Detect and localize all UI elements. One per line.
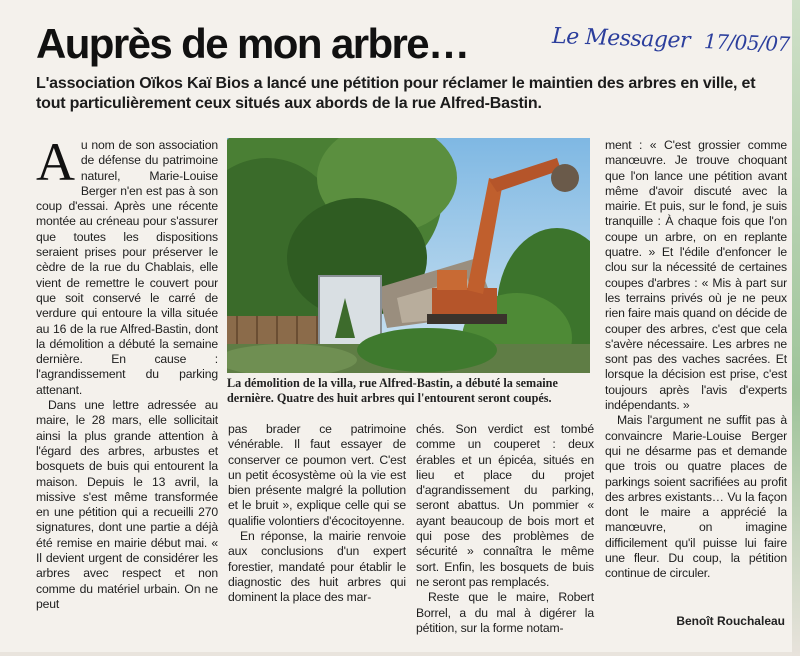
column-2 (228, 422, 406, 606)
paragraph: Au nom de son association de défense du patrimoine naturel, Marie-Louise Berger n'en est pas à son coup d'essai. Après une récente montée au créneau pour s'assurer que toutes les dispositions seraient prises pour préserver le cèdre de la rue du Chablais, elle vient de remettre le couvert pour que soit conservé le carré de verdure qui entoure la villa située au 16 de la rue Alfred-Bastin, dont la démolition a débuté la semaine dernière. En cause : l'agrandissement du parking attenant. (36, 132, 218, 397)
paragraph: Reste que le maire, Robert Borrel, a du mal à digérer la pétition, sur la forme notam- (416, 590, 594, 635)
paragraph: Dans une lettre adressée au maire, le 28 mars, elle sollicitait ainsi la plus grande attention à l'égard des arbres, arbustes et bosquets de buis qui entourent la maison. Depuis le 13 avril, la missive s'est même transformée en une pétition qui a recueilli 270 signatures, dont une partie a déjà été remise en mairie début mai. « Il devient urgent de considérer les arbres avec respect et non comme du matériel urbain. On ne peut (36, 398, 218, 611)
source-name: Le Messager (551, 23, 691, 54)
headline: Auprès de mon arbre… (36, 20, 469, 67)
excavator-scene-image (227, 138, 590, 373)
drop-cap: A (36, 132, 75, 192)
bleed-through-header (470, 6, 790, 24)
paragraph: chés. Son verdict est tombé comme un couperet : deux érables et un épicéa, situés en lieu et place du projet d'agrandissement du parking, seront abattus. Un pommier « ayant beaucoup de bois mort et qui pose des problèmes de sécurité » connaîtra le même sort. Enfin, les bosquets de buis ne seront pas remplacés. (416, 422, 594, 589)
paragraph: ment : « C'est grossier comme manœuvre. Je trouve choquant que l'on lance une pétition avant même d'avoir discuté avec la mairie. Et puis, sur le fond, je suis tranquille : À chaque fois que l'on coupe un arbre, on en replante quatre. » Et l'édile d'enfoncer le clou sur la nécessité de certaines coupes d'arbres : « Mis à part sur les terrains privés où je ne peux rien faire mais quand on décide de couper des arbres, c'est que cela s'avère nécessaire. Les arbres ne sont pas des vaches sacrées. Et lorsque la décision est prise, c'est toujours après l'avis d'experts indépendants. » (605, 138, 787, 413)
lede: L'association Oïkos Kaï Bios a lancé une pétition pour réclamer le maintien des arbres en ville, et tout particulièrement ceux situés aux abords de la rue Alfred-Bastin. (36, 75, 756, 112)
photo-caption: La démolition de la villa, rue Alfred-Bastin, a débuté la semaine dernière. Quatre des huit arbres qui l'entourent seront coupés. (227, 376, 558, 405)
column-4 (605, 138, 787, 582)
paragraph: Mais l'argument ne suffit pas à convaincre Marie-Louise Berger qui ne désarme pas et demande que trois ou quatre places de parkings soient sacrifiées au profit des arbres existants… Vu la façon dont le maire a apprécié la manœuvre, on imagine difficilement qu'il puisse lui faire une fleur. Du coup, la pétition continue de circuler. (605, 413, 787, 581)
source-date: 17/05/07 (703, 29, 791, 57)
column-3 (416, 422, 594, 636)
column-1 (36, 132, 218, 612)
page-edge (792, 0, 800, 656)
paragraph: pas brader ce patrimoine vénérable. Il faut essayer de conserver ce poumon vert. C'est un petit écosystème où la vie est bien présente malgré la pollution et le bruit », explique celle qui se qualifie volontiers d'écocitoyenne. (228, 422, 406, 528)
byline: Benoît Rouchaleau (676, 614, 785, 628)
handwritten-source (552, 24, 791, 57)
demolition-photo (227, 138, 590, 373)
paragraph: En réponse, la mairie renvoie aux conclusions d'un expert forestier, mandaté pour établir le diagnostic des huit arbres qui dominent la place des mar- (228, 529, 406, 605)
